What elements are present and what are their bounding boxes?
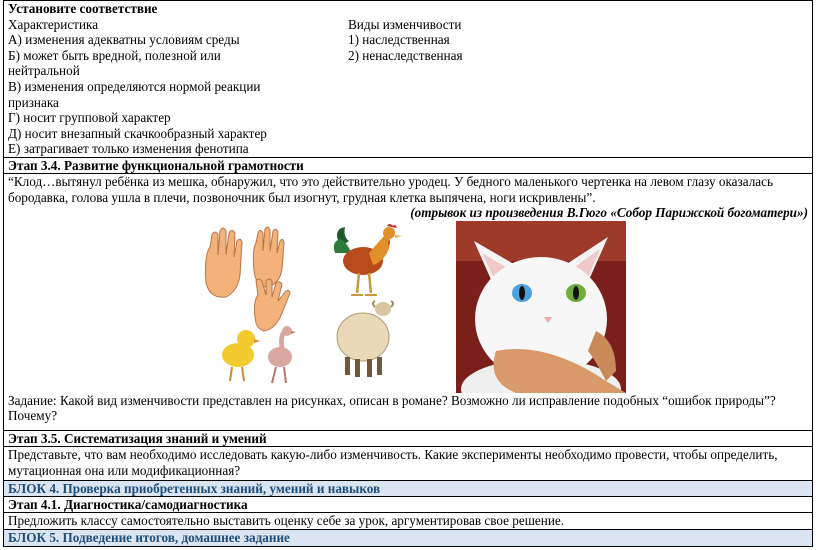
novel-quote: “Клод…вытянул ребёнка из мешка, обнаружил, что это действительно уродец. У бедного маленького чертенка на левом глазу оказалась бородавка, голова ушла в плечи, позвоночник был изогнут, грудная клетка выпячена, ноги искривлены”. [8,174,774,205]
match-title: Установите соответствие [8,1,158,16]
match-item: Б) может быть вредной, полезной или [8,47,221,63]
stage-4-1-text: Предложить классу самостоятельно выставить оценку себе за урок, аргументировав свое решение. [3,513,813,530]
match-section [3,0,813,158]
sheep-illustration [331,299,399,381]
match-item: Д) носит внезапный скачкообразный характер [8,125,267,141]
stage-4-1-title: Этап 4.1. Диагностика/самодиагностика [3,497,813,513]
match-item: Е) затрагивает только изменения фенотипа [8,141,249,157]
worksheet [3,0,813,547]
col1-header: Характеристика [8,16,99,32]
block-5-title: БЛОК 5. Подведение итогов, домашнее задание [3,530,813,547]
illustrations [8,221,808,393]
stage-3-5-text: Представьте, что вам необходимо исследовать какую-либо изменчивость. Какие эксперименты необходимо провести, чтобы определить, мутационная она или модификационная? [3,447,813,481]
match-item: признака [8,94,59,110]
match-item: нейтральной [8,63,80,79]
white-cat-photo [456,221,626,393]
stage-3-5-title: Этап 3.5. Систематизация знаний и умений [3,431,813,447]
quote-source: (отрывок из произведения В.Гюго «Собор Парижской богоматери») [410,205,808,221]
stage-3-4-title: Этап 3.4. Развитие функциональной грамотности [3,158,813,174]
stage-3-4-task: Задание: Какой вид изменчивости представлен на рисунках, описан в романе? Возможно ли исправление подобных “ошибок природы”? Почему? [8,392,776,424]
stage-3-4-body [3,174,813,431]
hands-illustration [196,225,306,337]
match-item: А) изменения адекватны условиям среды [8,32,240,48]
rooster-illustration [331,223,403,303]
col2-header: Виды изменчивости [348,16,462,32]
match-item: В) изменения определяются нормой реакции [8,78,261,94]
match-item: Г) носит групповой характер [8,110,171,126]
chicks-illustration [216,323,306,385]
block-4-title: БЛОК 4. Проверка приобретенных знаний, умений и навыков [3,481,813,497]
variability-type: 2) ненаследственная [348,47,463,63]
variability-type: 1) наследственная [348,32,450,48]
